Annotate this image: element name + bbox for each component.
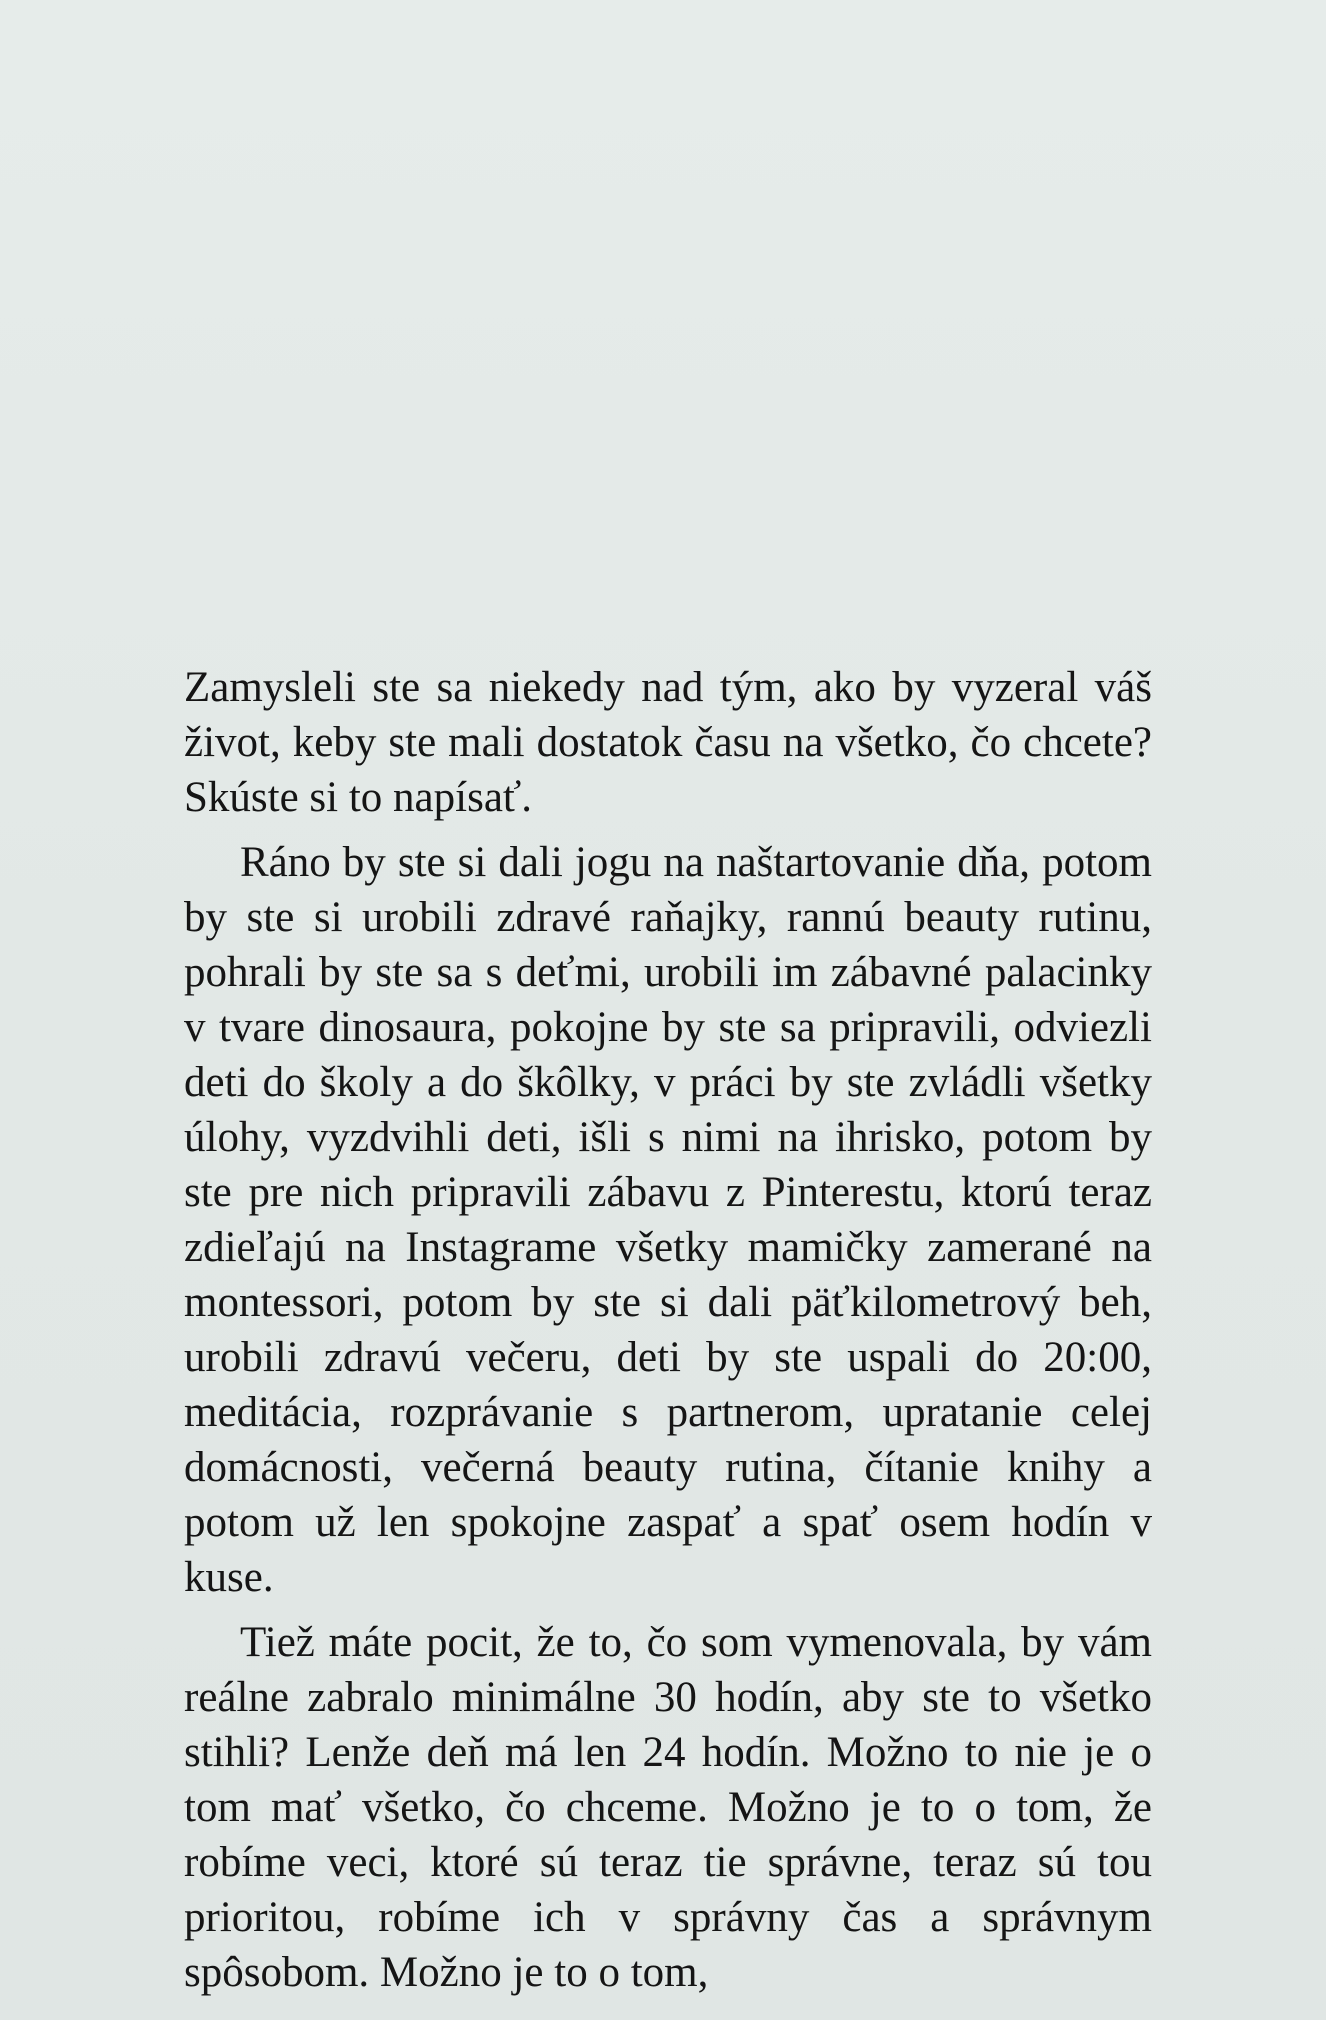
paragraph: Tiež máte pocit, že to, čo som vymenovala, by vám reálne zabralo minimálne 30 hodín, aby ste to všetko stihli? Lenže deň má len 24 hodín. Možno to nie je o tom mať všetko, čo chceme. Možno je to o tom, že robíme veci, ktoré sú teraz tie správne, teraz sú tou prioritou, robíme ich v správny čas a správnym spôsobom. Možno je to o tom, xyxy=(184,1619,1152,1996)
paragraph: Ráno by ste si dali jogu na naštartovanie dňa, potom by ste si urobili zdravé raňajky, rannú beauty rutinu, pohrali by ste sa s deťmi, urobili im zábavné palacinky v tvare dinosaura, pokojne by ste sa pripravili, odviezli deti do školy a do škôlky, v práci by ste zvládli všetky úlohy, vyzdvihli deti, išli s nimi na ihrisko, potom by ste pre nich pripravili zábavu z Pinterestu, ktorú teraz zdieľajú na Instagrame všetky mamičky zamerané na montessori, potom by ste si dali päťkilometrový beh, urobili zdravú večeru, deti by ste uspali do 20:00, meditácia, rozprávanie s partnerom, upratanie celej domácnosti, večerná beauty rutina, čítanie knihy a potom už len spokojne zaspať a spať osem hodín v kuse. xyxy=(184,839,1152,1601)
paragraph: Zamysleli ste sa niekedy nad tým, ako by vyzeral váš život, keby ste mali dostatok času na všetko, čo chcete? Skúste si to napísať. xyxy=(184,664,1152,821)
body-text xyxy=(184,660,1152,2000)
show-through-text xyxy=(0,0,1326,660)
show-through-running-header xyxy=(181,70,1141,110)
